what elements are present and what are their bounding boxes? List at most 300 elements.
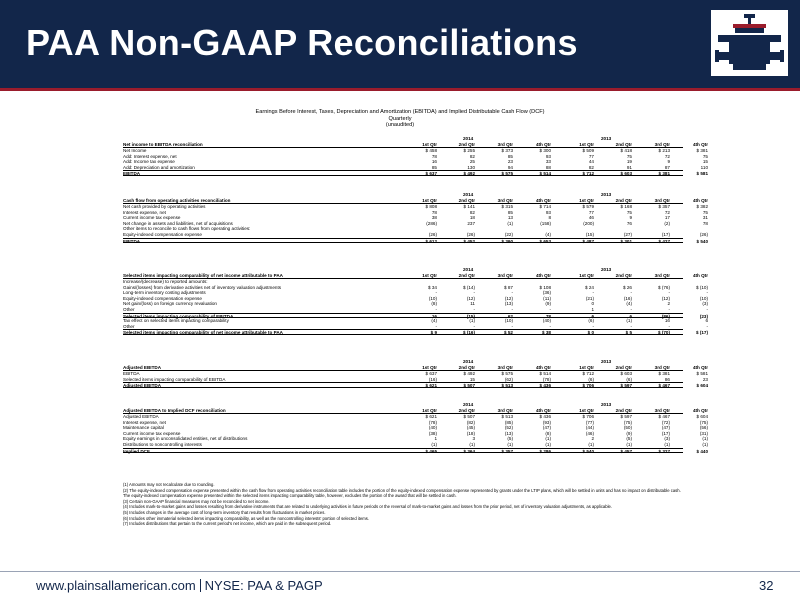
quarter-label: 4th Qtr [535,142,551,147]
row-label: Long-term inventory costing adjustments [123,290,206,296]
row-label: Other [123,307,135,312]
cell-value: 75 [702,209,708,215]
cell-value: (10) [428,295,437,301]
cell-value: (75) [699,419,708,425]
cell-value: (5) [507,436,513,442]
row-label: Distributions to noncontrolling interests [123,442,202,447]
cell-value: 91 [626,164,632,170]
row-label: Add: Income tax expense [123,159,175,165]
cell-value: 85 [431,164,437,170]
cell-value: $ (70) [657,330,670,336]
cell-value: (4) [545,232,551,237]
cell-value: (12) [661,295,670,301]
cell-value: (1) [545,436,551,442]
cell-value: $ 575 [501,371,513,376]
row-label: Current income tax expense [123,215,181,221]
cell-value: 94 [507,164,513,170]
cell-value: - [435,290,437,296]
cell-value: (82) [466,419,475,425]
cell-value: $ 637 [425,371,437,376]
footer-url[interactable]: www.plainsallamerican.com [36,578,196,593]
cell-value: (6) [588,376,594,382]
cell-value: 1 [591,307,594,312]
cell-value: 15 [469,376,475,382]
cell-value: $ 24 [585,284,594,290]
cell-value: $ 327 [658,448,670,454]
row-label: Selected items impacting comparability of EBITDA [123,376,226,382]
cell-value: $ 467 [658,383,670,389]
cell-value: $ 381 [696,148,708,153]
cell-value: $ 507 [463,383,475,389]
cell-value: 38 [431,215,437,221]
cell-value: 62 [507,313,513,319]
cell-value: 75 [626,153,632,159]
cell-value: 11 [470,301,475,307]
cell-value: (1) [469,318,475,324]
quarter-label: 4th Qtr [692,273,708,278]
row-label: Increase/(decrease) to reported amounts: [123,279,208,284]
cell-value: $ 465 [425,448,437,454]
cell-value: (1) [588,442,594,447]
cell-value: $ 382 [696,204,708,209]
cell-value: (8) [431,301,437,307]
cell-value: $ 52 [504,330,513,336]
cell-value: (46) [585,430,594,436]
cell-value: 78 [545,313,551,319]
cell-value: (62) [504,376,513,382]
quarter-label: 4th Qtr [535,365,551,370]
quarter-label: 3rd Qtr [497,408,513,413]
quarter-label: 1st Qtr [579,142,594,147]
cell-value: - [630,323,632,329]
row-label: EBITDA [123,171,141,177]
cell-value: 72 [664,209,670,215]
cell-value: (13) [504,301,513,307]
cell-value: 2 [667,301,670,307]
footnote: (4) Includes mark-to-market gains and losses resulting from derivative instruments that are related to underlying activities in future periods or the reversal of mark-to-market gains and losses from the prior period, net of inventory valuation adjustments, as applicable. [123,504,613,510]
cell-value: (27) [623,232,632,237]
cell-value: 19 [626,159,632,165]
quarter-label: 2nd Qtr [458,408,475,413]
table-row [123,329,708,336]
cell-value: $ 5 [625,330,632,336]
cell-value: 93 [545,209,551,215]
cell-value: - [435,307,437,312]
cell-value: (1) [507,220,513,226]
cell-value: $ 575 [501,171,513,177]
cell-value: - [706,307,708,312]
cell-value: $ 300 [539,148,551,153]
year-label: 2014 [463,402,474,407]
cell-value: $ 301 [620,238,632,244]
quarter-label: 4th Qtr [692,198,708,203]
cell-value: $ 540 [582,448,594,454]
footnote: (3) Certain non-GAAP financial measures may not be reconciled to net income. [123,498,270,504]
cell-value: 87 [664,164,670,170]
cell-value: $ 487 [582,238,594,244]
company-logo [711,10,788,76]
cell-value: 130 [467,164,475,170]
cell-value: $ 597 [620,414,632,419]
row-label: Net Income [123,148,147,153]
cell-value: 72 [664,153,670,159]
cell-value: 88 [545,164,551,170]
cell-value: $ 440 [696,448,708,454]
cell-value: (1) [507,442,513,447]
cell-value: $ 357 [658,204,670,209]
cell-value: $ 653 [539,238,551,244]
quarter-label: 1st Qtr [422,198,437,203]
cell-value: $ 706 [582,414,594,419]
footnote: (2) The equity-indexed compensation expense presented within the cash flow from operating activities reconciliation table includes the portion of the equity-indexed compensation expense represented by grants under the LTIP plans, which will be settled in units and has no impact on distributable cash. The equity-indexed compensation expense presented within the selected items impacting comparability table, however, excludes the portion of the award that will be settled in cash. [123,487,681,499]
footer-rule [0,571,800,572]
cell-value: (36) [542,290,551,296]
cell-value: (18) [466,430,475,436]
cell-value: (2) [664,220,670,226]
cell-value: $ 286 [539,448,551,454]
cell-value: (15) [585,232,594,237]
row-label: Net change in assets and liabilities, net of acquisitions [123,220,233,226]
quarter-label: 3rd Qtr [497,142,513,147]
cell-value: - [511,290,513,296]
cell-value: 16 [664,318,670,324]
cell-value: 78 [431,209,437,215]
quarter-label: 3rd Qtr [654,408,670,413]
quarter-label: 3rd Qtr [497,273,513,278]
cell-value: (4) [626,301,632,307]
cell-value: (77) [585,419,594,425]
section-header-row [123,142,708,148]
quarter-label: 2nd Qtr [615,273,632,278]
cell-value: (8) [545,430,551,436]
cell-value: $ 492 [463,371,475,376]
cell-value: $ 427 [658,238,670,244]
cell-value: (72) [661,419,670,425]
quarter-label: 1st Qtr [579,198,594,203]
cell-value: $ 513 [501,383,513,389]
cell-value: $ 467 [658,414,670,419]
document-heading [0,109,800,129]
cell-value: $ 458 [425,148,437,153]
cell-value: 82 [469,153,475,159]
quarter-label: 2nd Qtr [458,273,475,278]
quarter-label: 4th Qtr [535,198,551,203]
cell-value: $ (16) [462,330,475,336]
cell-value: $ 87 [504,284,513,290]
cell-value: $ 579 [582,204,594,209]
year-label: 2013 [601,136,612,141]
cell-value: (1) [702,436,708,442]
document-heading-title: Earnings Before Interest, Taxes, Depreciation and Amortization (EBITDA) and Implied Distributable Cash Flow (DCF) [255,109,545,115]
quarter-label: 2nd Qtr [458,365,475,370]
cell-value: (15) [466,313,475,319]
cell-value: $ 514 [539,371,551,376]
cell-value: (11) [543,295,551,301]
row-label: Selected items impacting comparability of EBITDA [123,313,234,319]
cell-value: $ (14) [462,284,475,290]
cell-value: $ 436 [539,414,551,419]
cell-value: (4) [431,318,437,324]
section-header-label: Cash flow from operating activities reconciliation [123,198,231,203]
row-label: Implied DCF [123,448,150,454]
quarter-label: 1st Qtr [579,273,594,278]
year-label: 2013 [601,192,612,197]
section-header-label: Net income to EBITDA reconciliation [123,142,203,147]
footer-separator [200,579,201,592]
cell-value: 23 [507,159,513,165]
cell-value: $ 706 [582,383,594,389]
row-label: Equity-indexed compensation expense [123,295,202,301]
cell-value: - [511,307,513,312]
footer-ticker: NYSE: PAA & PAGP [204,578,323,593]
quarter-label: 3rd Qtr [654,273,670,278]
year-label: 2014 [463,267,474,272]
cell-value: (45) [466,425,475,431]
section-header-row [123,365,708,371]
cell-value: (40) [428,425,437,431]
cell-value: - [668,307,670,312]
row-label: Add: Interest expense, net [123,153,177,159]
cell-value: (56) [699,425,708,431]
document-heading-period: Quarterly [388,115,412,122]
cell-value: 82 [588,164,594,170]
row-label: Interest expense, net [123,419,166,425]
cell-value: $ (17) [695,330,708,336]
cell-value: (50) [623,425,632,431]
cell-value: - [630,307,632,312]
cell-value: $ 509 [582,148,594,153]
cell-value: $ 141 [463,204,475,209]
cell-value: (1) [626,442,632,447]
cell-value: 3 [472,436,475,442]
cell-value: (286) [426,220,437,226]
cell-value: $ 436 [539,383,551,389]
cell-value: (23) [699,313,708,319]
cell-value: (9) [626,430,632,436]
cell-value: $ 604 [696,414,708,419]
quarter-label: 2nd Qtr [615,408,632,413]
row-label: Other items to reconcile to cash flows from operating activities: [123,226,251,232]
year-label: 2013 [601,359,612,364]
cell-value: 77 [588,153,594,159]
cell-value: - [706,323,708,329]
cell-value: (31) [699,430,708,436]
quarter-label: 3rd Qtr [497,365,513,370]
cell-value: 93 [545,153,551,159]
footnote: (7) Includes distributions that pertain to the current period's net income, which are paid in the subsequent period. [123,521,332,527]
year-label: 2013 [601,267,612,272]
cell-value: $ 540 [696,238,708,244]
cell-value: 76 [626,220,632,226]
quarter-label: 1st Qtr [422,365,437,370]
cell-value: (200) [583,220,594,226]
cell-value: $ 712 [582,371,594,376]
cell-value: 85 [507,209,513,215]
cell-value: (3) [702,301,708,307]
table-row [123,238,708,244]
quarter-label: 2nd Qtr [458,142,475,147]
cell-value: (40) [542,318,551,324]
cell-value: $ 621 [425,383,437,389]
cell-value: (3) [664,436,670,442]
cell-value: 18 [469,215,475,221]
table-row [123,170,708,177]
quarter-label: 1st Qtr [422,142,437,147]
cell-value: $ 714 [539,204,551,209]
cell-value: (38) [428,430,437,436]
cell-value: - [706,290,708,296]
cell-value: $ 381 [658,171,670,177]
cell-value: 237 [467,220,475,226]
cell-value: 110 [700,164,708,170]
row-label: Interest expense, net [123,209,166,215]
cell-value: (13) [504,430,513,436]
quarter-label: 2nd Qtr [615,365,632,370]
row-label: Current income tax expense [123,430,181,436]
cell-value: $ 808 [425,204,437,209]
cell-value: $ 168 [620,204,632,209]
cell-value: $ 26 [623,284,632,290]
cell-value: (26) [699,232,708,237]
row-label: Tax effect on selected items impacting comparability [123,318,229,324]
cell-value: 17 [664,215,670,221]
cell-value: $ 603 [620,371,632,376]
section-header-label: Selected items impacting comparability of net income attributable to PAA [123,273,283,278]
cell-value: 15 [702,159,708,165]
cell-value: (5) [626,436,632,442]
quarter-label: 4th Qtr [692,142,708,147]
cell-value: (78) [428,419,437,425]
row-label: Net cash provided by operating activities [123,204,206,209]
cell-value: 8 [548,215,551,221]
cell-value: 23 [702,376,708,382]
year-label: 2014 [463,359,474,364]
cell-value: 2 [591,436,594,442]
document-heading-note: (unaudited) [385,122,415,129]
row-label: Adjusted EBITDA [123,383,162,389]
cell-value: (1) [431,442,437,447]
quarter-label: 3rd Qtr [654,142,670,147]
cell-value: $ 637 [425,171,437,177]
cell-value: (26) [466,232,475,237]
quarter-label: 3rd Qtr [654,365,670,370]
cell-value: 46 [588,215,594,221]
row-label: Net gain/(loss) on foreign currency revaluation [123,301,217,307]
footnotes [123,482,683,527]
quarter-label: 3rd Qtr [497,198,513,203]
cell-value: $ 507 [463,414,475,419]
table-row [123,382,708,389]
cell-value: (158) [540,220,551,226]
footnote: (1) Amounts may not recalculate due to rounding. [123,482,215,487]
cell-value: 78 [702,220,708,226]
cell-value: 6 [591,313,594,319]
cell-value: $ 452 [463,238,475,244]
row-label: Equity-indexed compensation expense [123,232,202,237]
footer [36,578,323,593]
cell-value: (17) [661,430,670,436]
row-label: Adjusted EBITDA [123,414,159,419]
cell-value: (47) [542,425,551,431]
cell-value: (1) [469,442,475,447]
cell-value: (21) [585,295,594,301]
cell-value: 85 [507,153,513,159]
row-label: Gains/(losses) from derivative activities net of inventory valuation adjustments [123,284,282,290]
cell-value: $ 213 [658,148,670,153]
row-label: Other [123,323,135,329]
cell-value: $ (76) [657,284,670,290]
cell-value: $ 381 [658,371,670,376]
cell-value: - [592,323,594,329]
quarter-label: 4th Qtr [535,408,551,413]
cell-value: (86) [661,313,670,319]
cell-value: $ 34 [428,284,437,290]
cell-value: $ 418 [620,148,632,153]
year-label: 2014 [463,136,474,141]
cell-value: (10) [699,295,708,301]
row-label: Add: Depreciation and amortization [123,164,195,170]
cell-value: 0 [591,301,594,307]
cell-value: (1) [664,442,670,447]
row-label: EBITDA [123,371,140,376]
cell-value: $ 108 [539,284,551,290]
cell-value: 78 [431,153,437,159]
quarter-label: 1st Qtr [579,365,594,370]
quarter-label: 4th Qtr [535,273,551,278]
cell-value: (9) [545,301,551,307]
table-row [123,448,708,454]
cell-value: 44 [588,159,594,165]
cell-value: 9 [629,215,632,221]
cell-value: (6) [626,376,632,382]
section-header-row [123,408,708,414]
cell-value: (10) [504,318,513,324]
cell-value: - [549,323,551,329]
quarter-label: 1st Qtr [422,408,437,413]
cell-value: - [592,290,594,296]
year-label: 2013 [601,402,612,407]
quarter-label: 2nd Qtr [615,198,632,203]
row-label: Equity earnings in unconsolidated entities, net of distributions [123,436,248,442]
cell-value: 16 [431,159,437,165]
cell-value: $ 492 [463,171,475,177]
cell-value: $ 514 [539,171,551,177]
valve-logo-icon [711,10,788,76]
cell-value: $ 357 [501,448,513,454]
cell-value: $ (10) [695,284,708,290]
page-number: 32 [759,578,774,593]
footnote: (5) Includes changes in the average cost of long-term inventory that results from fluctuations in market prices. [123,509,326,515]
cell-value: - [435,323,437,329]
cell-value: $ 581 [696,371,708,376]
slide-title: PAA Non-GAAP Reconciliations [26,22,578,63]
cell-value: (6) [588,318,594,324]
cell-value: (12) [504,295,513,301]
cell-value: 77 [588,209,594,215]
cell-value: - [630,290,632,296]
cell-value: (75) [623,419,632,425]
cell-value: - [473,290,475,296]
section-header-label: Adjusted EBITDA to Implied DCF reconciliation [123,408,226,413]
row-label: Selected items impacting comparability of net income attributable to PAA [123,330,283,336]
quarter-label: 4th Qtr [692,408,708,413]
cell-value: (93) [542,419,551,425]
cell-value: (17) [661,232,670,237]
cell-value: - [549,307,551,312]
section-header-row [123,273,708,279]
header-accent-rule [0,88,800,91]
cell-value: $ 604 [696,383,708,389]
